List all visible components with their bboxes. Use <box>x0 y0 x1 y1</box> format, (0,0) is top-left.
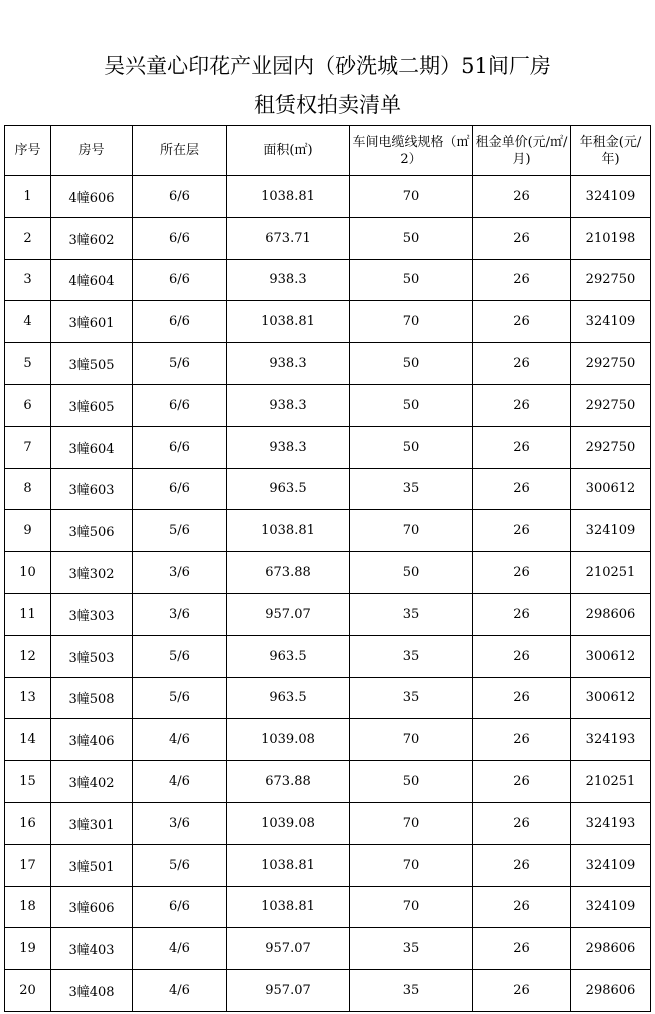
cell-area: 1038.81 <box>227 176 350 218</box>
cell-price: 26 <box>473 970 571 1012</box>
cell-price: 26 <box>473 593 571 635</box>
cell-room: 3幢602 <box>51 217 133 259</box>
cell-cable: 50 <box>350 552 473 594</box>
cell-area: 938.3 <box>227 384 350 426</box>
cell-floor: 5/6 <box>133 343 227 385</box>
cell-floor: 4/6 <box>133 970 227 1012</box>
cell-price: 26 <box>473 844 571 886</box>
cell-room: 3幢605 <box>51 384 133 426</box>
cell-price: 26 <box>473 635 571 677</box>
cell-seq: 4 <box>5 301 51 343</box>
cell-room: 3幢501 <box>51 844 133 886</box>
cell-area: 1039.08 <box>227 802 350 844</box>
cell-price: 26 <box>473 343 571 385</box>
cell-room: 3幢506 <box>51 510 133 552</box>
cell-floor: 3/6 <box>133 552 227 594</box>
cell-seq: 16 <box>5 802 51 844</box>
cell-floor: 5/6 <box>133 677 227 719</box>
cell-annual: 292750 <box>571 343 651 385</box>
table-row <box>5 635 651 677</box>
cell-room: 3幢406 <box>51 719 133 761</box>
cell-annual: 324193 <box>571 719 651 761</box>
cell-price: 26 <box>473 886 571 928</box>
cell-cable: 50 <box>350 426 473 468</box>
header-price: 租金单价(元/㎡/月) <box>473 126 571 176</box>
table-row <box>5 677 651 719</box>
header-annual: 年租金(元/年) <box>571 126 651 176</box>
cell-floor: 6/6 <box>133 426 227 468</box>
cell-cable: 70 <box>350 844 473 886</box>
table-row <box>5 510 651 552</box>
cell-floor: 5/6 <box>133 844 227 886</box>
cell-room: 3幢606 <box>51 886 133 928</box>
cell-price: 26 <box>473 468 571 510</box>
cell-annual: 324193 <box>571 802 651 844</box>
cell-floor: 5/6 <box>133 510 227 552</box>
cell-area: 1039.08 <box>227 719 350 761</box>
cell-price: 26 <box>473 677 571 719</box>
cell-annual: 292750 <box>571 426 651 468</box>
cell-cable: 50 <box>350 343 473 385</box>
cell-price: 26 <box>473 802 571 844</box>
table-row <box>5 761 651 803</box>
cell-annual: 210251 <box>571 552 651 594</box>
cell-floor: 6/6 <box>133 886 227 928</box>
table-row <box>5 970 651 1012</box>
cell-cable: 35 <box>350 928 473 970</box>
cell-area: 963.5 <box>227 468 350 510</box>
cell-price: 26 <box>473 301 571 343</box>
cell-annual: 324109 <box>571 844 651 886</box>
cell-seq: 8 <box>5 468 51 510</box>
cell-area: 938.3 <box>227 343 350 385</box>
cell-seq: 1 <box>5 176 51 218</box>
cell-area: 1038.81 <box>227 301 350 343</box>
cell-floor: 5/6 <box>133 635 227 677</box>
cell-cable: 35 <box>350 677 473 719</box>
cell-seq: 11 <box>5 593 51 635</box>
table-row <box>5 928 651 970</box>
cell-floor: 6/6 <box>133 217 227 259</box>
cell-cable: 70 <box>350 802 473 844</box>
cell-area: 963.5 <box>227 635 350 677</box>
header-room: 房号 <box>51 126 133 176</box>
cell-floor: 6/6 <box>133 384 227 426</box>
cell-annual: 324109 <box>571 886 651 928</box>
table-row <box>5 468 651 510</box>
cell-area: 673.88 <box>227 761 350 803</box>
cell-area: 938.3 <box>227 426 350 468</box>
cell-area: 957.07 <box>227 593 350 635</box>
table-row <box>5 886 651 928</box>
table-row <box>5 301 651 343</box>
table-header-row <box>5 126 651 176</box>
cell-seq: 6 <box>5 384 51 426</box>
table-row <box>5 384 651 426</box>
cell-area: 957.07 <box>227 928 350 970</box>
table-row <box>5 426 651 468</box>
rental-list-table <box>4 125 651 1012</box>
cell-seq: 17 <box>5 844 51 886</box>
cell-area: 957.07 <box>227 970 350 1012</box>
cell-room: 3幢505 <box>51 343 133 385</box>
cell-seq: 13 <box>5 677 51 719</box>
cell-room: 3幢302 <box>51 552 133 594</box>
cell-area: 1038.81 <box>227 886 350 928</box>
header-floor: 所在层 <box>133 126 227 176</box>
cell-cable: 70 <box>350 301 473 343</box>
cell-annual: 324109 <box>571 176 651 218</box>
cell-area: 1038.81 <box>227 510 350 552</box>
cell-area: 673.71 <box>227 217 350 259</box>
cell-floor: 3/6 <box>133 802 227 844</box>
cell-seq: 5 <box>5 343 51 385</box>
cell-cable: 35 <box>350 593 473 635</box>
cell-price: 26 <box>473 928 571 970</box>
cell-room: 3幢503 <box>51 635 133 677</box>
cell-price: 26 <box>473 217 571 259</box>
cell-room: 3幢603 <box>51 468 133 510</box>
table-row <box>5 719 651 761</box>
cell-annual: 298606 <box>571 970 651 1012</box>
header-cable: 车间电缆线规格（㎡2） <box>350 126 473 176</box>
cell-annual: 324109 <box>571 301 651 343</box>
cell-cable: 70 <box>350 719 473 761</box>
cell-price: 26 <box>473 761 571 803</box>
cell-area: 1038.81 <box>227 844 350 886</box>
cell-floor: 4/6 <box>133 761 227 803</box>
cell-room: 3幢408 <box>51 970 133 1012</box>
cell-seq: 12 <box>5 635 51 677</box>
cell-seq: 3 <box>5 259 51 301</box>
cell-room: 3幢301 <box>51 802 133 844</box>
cell-cable: 70 <box>350 886 473 928</box>
cell-price: 26 <box>473 259 571 301</box>
cell-floor: 3/6 <box>133 593 227 635</box>
cell-floor: 4/6 <box>133 719 227 761</box>
cell-cable: 35 <box>350 635 473 677</box>
cell-room: 3幢303 <box>51 593 133 635</box>
cell-cable: 50 <box>350 259 473 301</box>
cell-annual: 292750 <box>571 384 651 426</box>
table-row <box>5 259 651 301</box>
cell-price: 26 <box>473 510 571 552</box>
cell-floor: 6/6 <box>133 176 227 218</box>
table-row <box>5 552 651 594</box>
cell-cable: 35 <box>350 970 473 1012</box>
cell-annual: 298606 <box>571 928 651 970</box>
cell-annual: 324109 <box>571 510 651 552</box>
cell-room: 3幢403 <box>51 928 133 970</box>
cell-seq: 7 <box>5 426 51 468</box>
cell-seq: 14 <box>5 719 51 761</box>
table-row <box>5 844 651 886</box>
cell-seq: 9 <box>5 510 51 552</box>
table-row <box>5 802 651 844</box>
header-seq: 序号 <box>5 126 51 176</box>
cell-room: 3幢601 <box>51 301 133 343</box>
cell-seq: 18 <box>5 886 51 928</box>
table-row <box>5 176 651 218</box>
cell-area: 938.3 <box>227 259 350 301</box>
cell-annual: 210251 <box>571 761 651 803</box>
cell-cable: 70 <box>350 176 473 218</box>
table-body <box>5 176 651 1012</box>
table-row <box>5 343 651 385</box>
cell-room: 4幢606 <box>51 176 133 218</box>
cell-annual: 300612 <box>571 468 651 510</box>
cell-annual: 298606 <box>571 593 651 635</box>
cell-annual: 210198 <box>571 217 651 259</box>
cell-floor: 6/6 <box>133 259 227 301</box>
document-subtitle: 租赁权拍卖清单 <box>254 93 401 117</box>
cell-seq: 10 <box>5 552 51 594</box>
cell-floor: 6/6 <box>133 301 227 343</box>
cell-floor: 6/6 <box>133 468 227 510</box>
table-row <box>5 217 651 259</box>
cell-area: 673.88 <box>227 552 350 594</box>
cell-floor: 4/6 <box>133 928 227 970</box>
cell-seq: 19 <box>5 928 51 970</box>
cell-price: 26 <box>473 384 571 426</box>
cell-room: 4幢604 <box>51 259 133 301</box>
cell-cable: 70 <box>350 510 473 552</box>
cell-cable: 50 <box>350 761 473 803</box>
cell-room: 3幢402 <box>51 761 133 803</box>
cell-annual: 300612 <box>571 635 651 677</box>
cell-seq: 20 <box>5 970 51 1012</box>
cell-price: 26 <box>473 176 571 218</box>
table-row <box>5 593 651 635</box>
cell-price: 26 <box>473 719 571 761</box>
cell-seq: 15 <box>5 761 51 803</box>
cell-cable: 50 <box>350 217 473 259</box>
cell-annual: 292750 <box>571 259 651 301</box>
cell-annual: 300612 <box>571 677 651 719</box>
cell-cable: 50 <box>350 384 473 426</box>
header-area: 面积(㎡) <box>227 126 350 176</box>
cell-room: 3幢604 <box>51 426 133 468</box>
cell-price: 26 <box>473 552 571 594</box>
cell-seq: 2 <box>5 217 51 259</box>
cell-price: 26 <box>473 426 571 468</box>
cell-cable: 35 <box>350 468 473 510</box>
document-title: 吴兴童心印花产业园内（砂洗城二期）51间厂房 <box>104 54 551 78</box>
cell-area: 963.5 <box>227 677 350 719</box>
cell-room: 3幢508 <box>51 677 133 719</box>
